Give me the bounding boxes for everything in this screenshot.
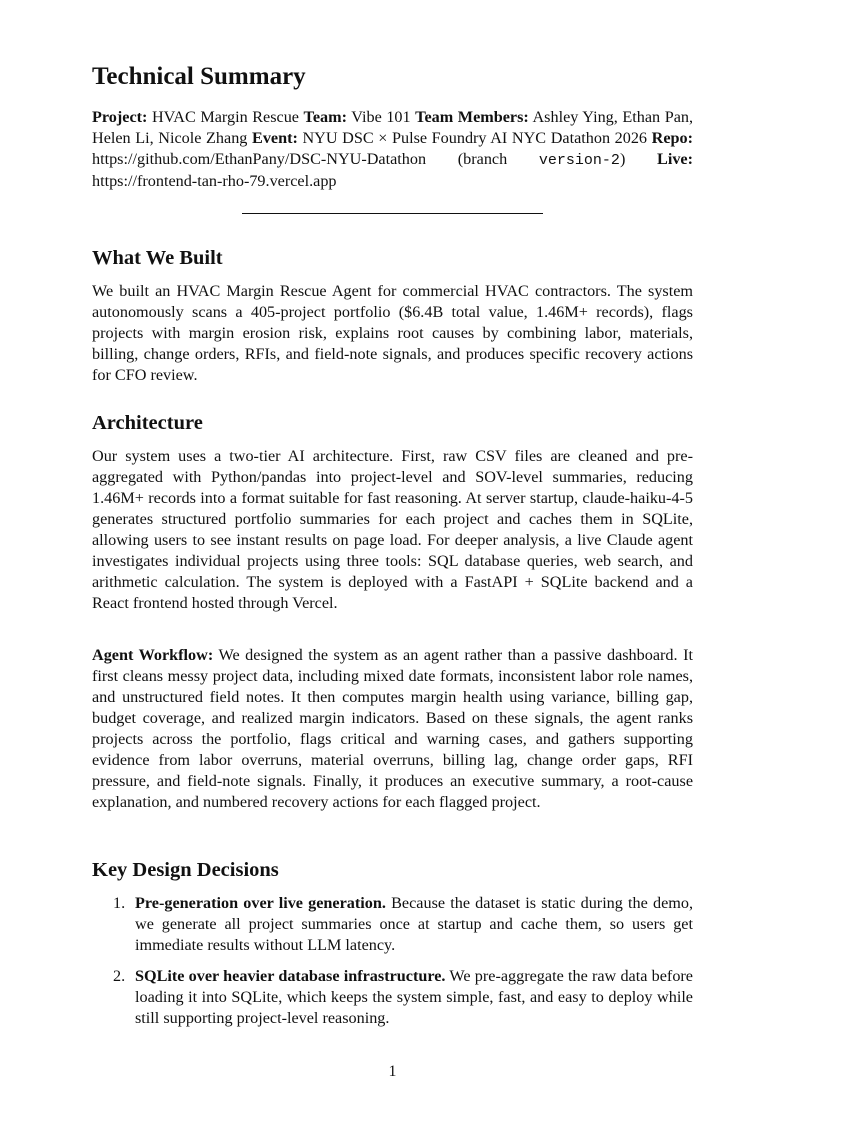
- agent-workflow-paragraph: [92, 645, 693, 813]
- list-item-body: Because the dataset is static during the demo, we generate all project summaries once at startup and cache them, so users get immediate results without LLM latency.: [135, 894, 694, 954]
- agent-workflow-label: Agent Workflow:: [92, 646, 214, 664]
- horizontal-rule-divider: [242, 213, 543, 214]
- branch-prefix: (branch: [457, 150, 508, 168]
- branch-name: version-2: [538, 152, 620, 169]
- repo-label: Repo:: [651, 129, 694, 147]
- document-title: Technical Summary: [92, 63, 306, 90]
- team-members-value: Ashley Ying, Ethan Pan, Helen Li, Nicole Zhang: [92, 108, 694, 147]
- architecture-paragraph: Our system uses a two-tier AI architecture. First, raw CSV files are cleaned and pre-aggregated with Python/pandas into project-level and SOV-level summaries, reducing 1.46M+ records into a format suitable for fast reasoning. At server startup, claude-haiku-4-5 generates structured portfolio summaries for each project and caches them in SQLite, allowing users to see instant results on page load. For deeper analysis, a live Claude agent investigates individual projects using three tools: SQL database queries, web search, and arithmetic calculation. The system is deployed with a FastAPI + SQLite backend and a React frontend hosted through Vercel.: [92, 447, 693, 612]
- page-number: 1: [388, 1063, 397, 1080]
- project-value: HVAC Margin Rescue: [151, 108, 299, 126]
- project-label: Project:: [92, 108, 148, 126]
- live-link[interactable]: https://frontend-tan-rho-79.vercel.app: [92, 172, 337, 190]
- team-label: Team:: [303, 108, 348, 126]
- live-label: Live:: [657, 150, 693, 168]
- repo-link[interactable]: https://github.com/EthanPany/DSC-NYU-Datathon: [92, 150, 427, 168]
- list-item-title: Pre-generation over live generation.: [135, 894, 386, 912]
- list-item: [92, 966, 693, 1029]
- list-item-title: SQLite over heavier database infrastructure.: [135, 967, 446, 985]
- list-item: [92, 893, 693, 956]
- section-heading-what-we-built: What We Built: [92, 247, 223, 269]
- team-members-label: Team Members:: [415, 108, 529, 126]
- key-design-decisions-list: [92, 893, 693, 1039]
- what-we-built-paragraph: We built an HVAC Margin Rescue Agent for commercial HVAC contractors. The system autonomously scans a 405-project portfolio ($6.4B total value, 1.46M+ records), flags projects with margin erosion risk, explains root causes by combining labor, materials, billing, change orders, RFIs, and field-note signals, and produces specific recovery actions for CFO review.: [92, 282, 693, 384]
- section-heading-key-design-decisions: Key Design Decisions: [92, 859, 279, 881]
- agent-workflow-text: We designed the system as an agent rather than a passive dashboard. It first cleans messy project data, including mixed date formats, inconsistent labor role names, and unstructured field notes. It then computes margin health using variance, billing gap, budget coverage, and realized margin indicators. Based on these signals, the agent ranks projects across the portfolio, flags critical and warning cases, and gathers supporting evidence from labor overruns, material overruns, billing lag, change order gaps, RFI pressure, and field-note signals. Finally, it produces an executive summary, a root-cause explanation, and numbered recovery actions for each flagged project.: [92, 646, 693, 811]
- branch-suffix: ): [619, 150, 626, 168]
- list-item-number: 2.: [113, 967, 126, 985]
- event-label: Event:: [252, 129, 298, 147]
- list-item-number: 1.: [113, 894, 126, 912]
- list-item-body: We pre-aggregate the raw data before loading it into SQLite, which keeps the system simple, fast, and easy to deploy while still supporting project-level reasoning.: [135, 967, 693, 1027]
- project-meta: [92, 107, 693, 192]
- team-value: Vibe 101: [351, 108, 411, 126]
- section-heading-architecture: Architecture: [92, 412, 203, 434]
- event-value: NYU DSC × Pulse Foundry AI NYC Datathon 2026: [302, 129, 648, 147]
